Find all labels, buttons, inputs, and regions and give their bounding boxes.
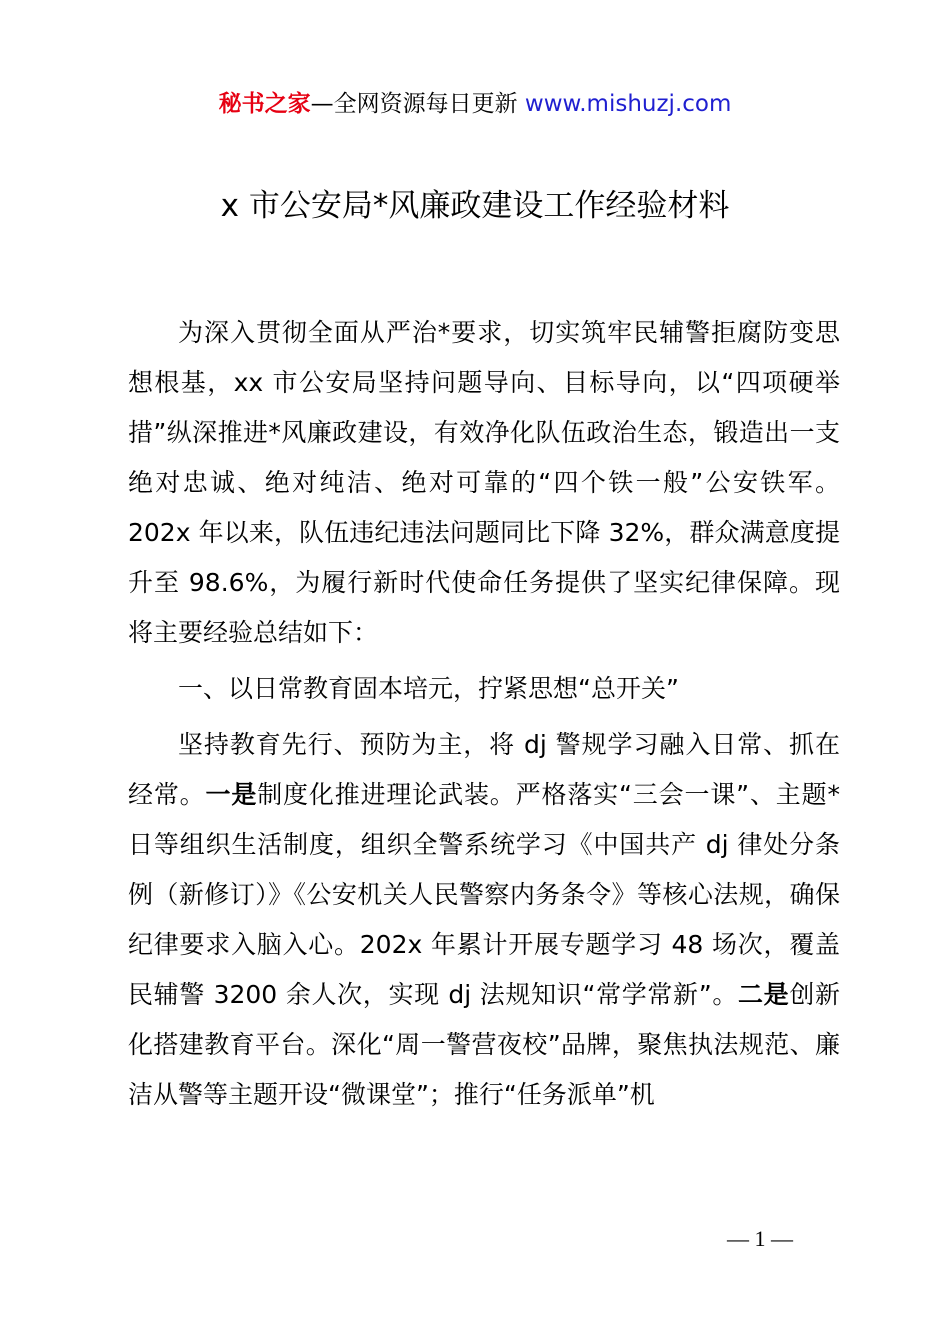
header-brand: 秘书之家 — [218, 91, 311, 117]
section1-lead: 坚持教育先行、预防为主，将 dj 警规学习融入日常、抓在经常。 — [128, 730, 840, 809]
section1-paragraph — [128, 720, 840, 1120]
point1-label: 一是 — [205, 780, 258, 809]
header-url[interactable]: www.mishuzj.com — [524, 91, 732, 117]
document-body — [128, 308, 840, 1120]
header-slogan: —全网资源每日更新 — [310, 91, 525, 117]
point2-label: 二是 — [737, 980, 790, 1009]
point2-text: 创新化搭建教育平台。深化“周一警营夜校”品牌，聚焦执法规范、廉洁从警等主题开设“微课堂”；推行“任务派单”机 — [128, 980, 840, 1109]
section-heading-1: 一、以日常教育固本培元，拧紧思想“总开关” — [178, 674, 679, 703]
point1-text: 制度化推进理论武装。严格落实“三会一课”、主题*日等组织生活制度，组织全警系统学习《中国共产 dj 律处分条例（新修订）》《公安机关人民警察内务条令》等核心法规，确保纪律要求入脑入心。202x 年累计开展专题学习 48 场次，覆盖民辅警 3200 余人次，实现 dj 法规知识“常学常新”。 — [128, 780, 840, 1009]
document-title: x 市公安局*风廉政建设工作经验材料 — [220, 188, 730, 224]
site-header — [0, 88, 950, 120]
intro-paragraph: 为深入贯彻全面从严治*要求，切实筑牢民辅警拒腐防变思想根基，xx 市公安局坚持问题导向、目标导向，以“四项硬举措”纵深推进*风廉政建设，有效净化队伍政治生态，锻造出一支绝对忠诚、绝对纯洁、绝对可靠的“四个铁一般”公安铁军。202x 年以来，队伍违纪违法问题同比下降 32%，群众满意度提升至 98.6%，为履行新时代使命任务提供了坚实纪律保障。现将主要经验总结如下： — [128, 318, 840, 647]
page-number: — 1 — — [727, 1226, 793, 1251]
